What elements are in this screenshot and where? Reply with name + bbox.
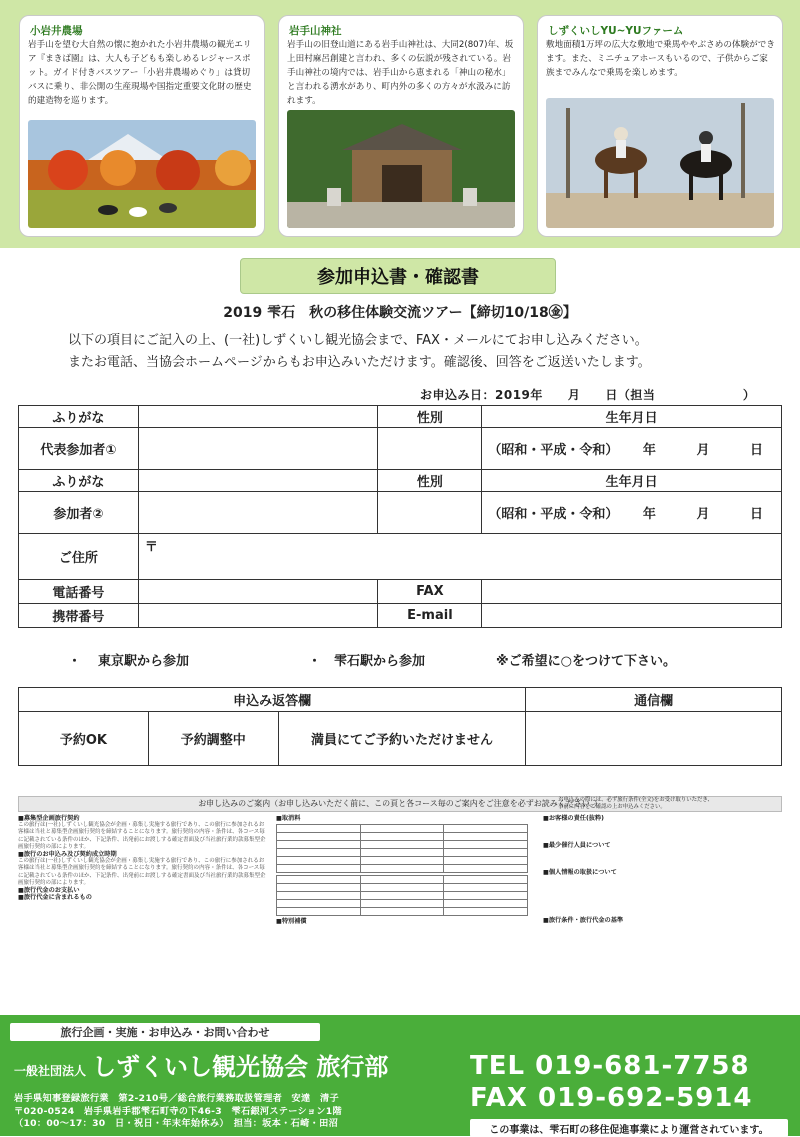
reply-full: 満員にてご予約いただけません [278, 712, 526, 766]
form-title: 参加申込書・確認書 [240, 258, 556, 294]
footer-contact [0, 1015, 800, 1136]
mobile-field[interactable] [138, 604, 378, 628]
guide-heading: ■個人情報の取扱について [543, 869, 617, 877]
fax-label: FAX [378, 580, 482, 604]
card-title: 岩手山神社 [289, 25, 342, 37]
year-label: 年 [642, 443, 656, 458]
photo-header-band [0, 0, 800, 248]
participant-2-name-field[interactable] [138, 492, 378, 534]
response-header: 申込み返答欄 [19, 688, 526, 712]
address-line: （10：00～17：30 日・祝日・年末年始休み） 担当：坂本・石崎・田沼 [14, 1118, 339, 1129]
month-label: 月 [696, 507, 710, 522]
rep-name-field[interactable] [138, 428, 378, 470]
sex-label: 性別 [378, 470, 482, 492]
org-main: しずくいし観光協会 旅行部 [92, 1053, 389, 1081]
guide-header-text: お申し込みのご案内（お申し込みいただく前に、この頁と各コース毎のご案内をご注意を必ずお読みください。） [198, 799, 602, 808]
organization-name [14, 1047, 388, 1082]
photo-autumn-farm [28, 120, 256, 228]
email-field[interactable] [482, 604, 782, 628]
choice-note: ※ご希望に○をつけて下さい。 [496, 654, 676, 669]
reply-ok: 予約OK [19, 712, 149, 766]
guide-paragraph: この旅行は(一社)しずくいし観光協会が企画・募集し実施する旅行であり、この旅行に参加されるお客様は当社と募集型企画旅行契約を締結することになります。旅行契約の内容・条件は、各コース毎に記載されている条件のほか、下記条件、出発前にお渡しする確定書面及び当社旅行業約款募集型企画旅行契約の部によります。 [18, 858, 266, 886]
response-table [18, 687, 782, 766]
intro-line: またお電話、当協会ホームページからもお申込みいただけます。確認後、回答をご返送いたします。 [68, 355, 651, 370]
card-body: 敷地面積1万坪の広大な敷地で乗馬ややぶさめの体験ができます。また、ミニチュアホースもいるので、子供からご家族までみんなで乗馬を楽しめます。 [546, 40, 775, 78]
guide-heading: ■旅行代金に含まれるもの [18, 894, 92, 902]
rep-sex-field[interactable] [378, 428, 482, 470]
comm-field[interactable] [526, 712, 782, 766]
address-label: ご住所 [19, 534, 139, 580]
mobile-label: 携帯番号 [19, 604, 139, 628]
application-date-line: お申込み日：2019年 月 日（担当 ） [420, 388, 756, 402]
tour-subtitle: 2019 雫石 秋の移住体験交流ツアー【締切10/18㊎】 [223, 305, 577, 321]
cancel-fee-table-2 [276, 875, 528, 916]
photo-shrine [287, 110, 515, 228]
guide-heading: ■募集型企画旅行契約 [18, 815, 80, 822]
card-title: しずくいしYU~YUファーム [548, 25, 684, 37]
month-label: 月 [696, 443, 710, 458]
guide-column-3 [543, 815, 783, 924]
participant-2-birth-field[interactable] [482, 492, 782, 534]
fax-field[interactable] [482, 580, 782, 604]
furigana-field-2[interactable] [138, 470, 378, 492]
intro-line: 以下の項目にご記入の上、(一社)しずくいし観光協会まで、FAX・メールにてお申し込みください。 [68, 333, 648, 348]
bullet: ・ [308, 654, 322, 669]
participant-2-sex-field[interactable] [378, 492, 482, 534]
guide-heading: ■最少催行人員について [543, 842, 611, 850]
tel-number[interactable]: TEL 019-681-7758 [470, 1051, 750, 1081]
guide-heading: ■旅行のお申込み及び契約成立時期 [18, 851, 117, 859]
cancel-fee-table [276, 824, 528, 873]
footer-heading: 旅行企画・実施・お申込み・お問い合わせ [10, 1023, 320, 1041]
era-choice: （昭和・平成・令和） [488, 507, 619, 522]
card-body: 岩手山を望む大自然の懐に抱かれた小岩井農場の観光エリア『まきば園』は、大人も子どもも楽しめるレジャースポット。ガイド付きバスツアー「小岩井農場めぐり」は貸切バスに乗り、非公開の生産現場や国指定重要文化財の歴史的建造物を巡ります。 [28, 40, 252, 106]
guide-side-note: お申込みの際には、必ず旅行条件(全文)をお受け取りいただき、事前に内容をご確認の上お申込みください。 [558, 797, 713, 810]
year-label: 年 [642, 507, 656, 522]
card-yuyu-farm [537, 15, 783, 237]
era-choice: （昭和・平成・令和） [488, 443, 619, 458]
birth-label: 生年月日 [482, 406, 782, 428]
furigana-field-1[interactable] [138, 406, 378, 428]
guide-heading: ■特別補償 [276, 918, 307, 926]
card-koiwai-farm [19, 15, 265, 237]
postal-mark: 〒 [144, 540, 158, 555]
application-form [18, 405, 782, 628]
guide-paragraph: この旅行は(一社)しずくいし観光協会が企画・募集し実施する旅行であり、この旅行に参加されるお客様は当社と募集型企画旅行契約を締結することになります。旅行契約の内容・条件は、各コース毎に記載されている条件のほか、下記条件、出発前にお渡しする確定書面及び当社旅行業約款募集型企画旅行契約の部によります。 [18, 822, 266, 850]
option-shizukuishi-station[interactable]: 雫石駅から参加 [334, 654, 426, 669]
departure-choice-row [18, 646, 782, 670]
birth-label: 生年月日 [482, 470, 782, 492]
furigana-label: ふりがな [19, 470, 139, 492]
rep-birth-field[interactable] [482, 428, 782, 470]
address-field[interactable] [138, 534, 781, 580]
card-iwatesan-shrine [278, 15, 524, 237]
footer-note: この事業は、雫石町の移住促進事業により運営されています。 [470, 1119, 788, 1137]
guide-heading: ■取消料 [276, 815, 301, 822]
comm-header: 通信欄 [526, 688, 782, 712]
phone-field[interactable] [138, 580, 378, 604]
guide-column-2 [276, 815, 536, 925]
intro-text [68, 330, 651, 374]
card-title: 小岩井農場 [30, 25, 83, 37]
org-prefix: 一般社団法人 [14, 1064, 87, 1078]
guide-heading: ■旅行代金のお支払い [18, 887, 80, 895]
option-tokyo-station[interactable]: 東京駅から参加 [98, 654, 190, 669]
address-line: 〒020-0524 岩手県岩手郡雫石町寺の下46-3 雫石銀河ステーション1階 [14, 1105, 342, 1117]
day-label: 日 [750, 443, 764, 458]
photo-horse-riding [546, 98, 774, 228]
reply-adjusting: 予約調整中 [148, 712, 278, 766]
rep-participant-label: 代表参加者① [19, 428, 139, 470]
guide-heading: ■お客様の責任(抜粋) [543, 815, 605, 822]
footer-address [14, 1093, 342, 1131]
sex-label: 性別 [378, 406, 482, 428]
day-label: 日 [750, 507, 764, 522]
card-body: 岩手山の旧登山道にある岩手山神社は、大同2(807)年、坂上田村麻呂創建と言われ、多くの伝説が残されている。岩手山神社の境内では、岩手山から恵まれる「神山の秘水」と言われる湧水があり、町内外の多くの方々が水汲みに訪れます。 [287, 40, 514, 106]
guide-heading: ■旅行条件・旅行代金の基準 [543, 916, 624, 924]
address-line: 岩手県知事登録旅行業 第2-210号／総合旅行業務取扱管理者 安達 清子 [14, 1093, 339, 1104]
participant-2-label: 参加者② [19, 492, 139, 534]
fax-number: FAX 019-692-5914 [470, 1083, 753, 1113]
furigana-label: ふりがな [19, 406, 139, 428]
guide-column-1 [18, 815, 268, 901]
contact-numbers [470, 1050, 753, 1114]
phone-label: 電話番号 [19, 580, 139, 604]
email-label: E-mail [378, 604, 482, 628]
bullet: ・ [68, 654, 82, 669]
